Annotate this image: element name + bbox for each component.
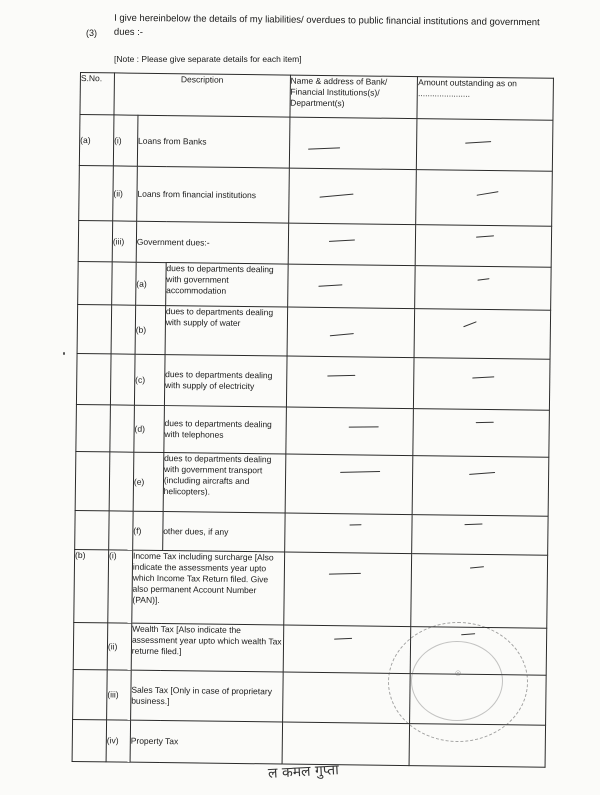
row-sno [73,669,108,719]
row-description: Loans from financial institutions [137,166,289,223]
name-entry [285,454,413,515]
row-description: Wealth Tax [Also indicate the assessment year upto which wealth Tax returne filed.] [131,623,283,672]
row-roman: (iii) [107,670,132,720]
row-description: Loans from Banks [137,115,289,168]
table-row [79,115,553,172]
name-entry [284,513,412,554]
dash-mark [349,524,361,525]
row-roman: (i) [113,115,138,166]
dash-mark [478,278,490,281]
row-roman [109,511,133,550]
amount-entry [415,225,551,268]
dash-mark [469,472,495,475]
amount-entry [416,170,552,227]
row-roman [110,405,135,452]
amount-entry [412,456,548,517]
dash-mark [465,523,483,525]
dash-mark [329,333,353,336]
table-row [78,220,551,267]
amount-entry [415,266,551,311]
header-name-address: Name & address of Bank/ Financial Institutions(s)/ Department(s) [290,75,418,119]
dash-mark [476,235,494,237]
row-roman [109,452,134,511]
name-entry [289,117,417,170]
row-description: Property Tax [130,720,282,764]
dash-mark [348,426,378,427]
row-roman [110,354,135,405]
row-description: Income Tax including surcharge [Also indicate the assessments year upto which Income Tax Return filed. Give also permanent Account Number (PAN)]. [132,550,285,625]
row-roman: (ii) [113,166,138,221]
name-entry [288,223,416,266]
dash-mark [319,194,353,198]
header-description: Description [114,73,290,117]
name-entry [288,168,416,225]
row-roman: (iii) [112,221,136,262]
row-sno [78,261,112,304]
signature: ल कमल गुप्ता [267,762,340,782]
dash-mark [327,375,355,377]
row-description: dues to departments dealing with government accommodation [165,263,287,307]
header-amount: Amount outstanding as on ...................... [417,77,553,121]
row-description: Government dues:- [136,221,288,264]
name-entry [283,552,412,627]
scan-speck [63,352,65,355]
row-description: dues to departments dealing with telephones [164,406,286,454]
dash-mark [473,376,495,378]
section-note: [Note : Please give separate details for each item] [114,54,302,64]
row-roman: (iv) [106,720,130,762]
row-roman [112,262,136,305]
dash-mark [470,566,484,568]
table-row [77,304,551,359]
name-entry [287,264,415,309]
dash-mark [308,147,340,149]
row-sno: (a) [79,115,114,166]
row-letter: (e) [133,452,164,511]
row-letter: (f) [133,511,163,550]
dash-mark [340,471,380,473]
dash-mark [465,141,491,143]
row-description: dues to departments dealing with supply of water [165,306,287,356]
seal-impression: ◎ [454,670,462,677]
row-roman: (i) [108,550,133,623]
row-letter: (c) [134,354,165,405]
name-entry [287,307,415,358]
dash-mark [328,573,360,575]
row-sno [73,622,108,669]
name-entry [286,356,414,409]
table-header-row [80,73,553,121]
row-description: dues to departments dealing with government transport (including aircrafts and helicopters). [163,453,285,513]
amount-entry [414,358,550,411]
row-sno [72,719,106,761]
row-letter: (a) [136,262,166,305]
dash-mark [464,321,477,327]
dash-mark [334,638,352,640]
header-sno: S.No. [80,73,114,115]
section-heading: I give hereinbelow the details of my liabilities/ overdues to public financial institutions and government dues :- [113,12,540,39]
table-row [76,353,550,410]
dash-mark [329,239,355,241]
amount-entry [413,409,549,458]
row-sno [76,353,111,404]
name-entry [282,722,410,766]
row-sno [75,451,110,510]
row-description: Sales Tax [Only in case of proprietary business.] [130,670,282,722]
row-letter: (d) [134,405,164,452]
amount-entry [414,309,550,360]
row-sno [79,165,114,220]
name-entry [285,407,413,456]
table-row [75,451,549,516]
amount-entry [411,554,548,629]
row-description: other dues, if any [162,512,284,552]
dash-mark [477,191,499,196]
table-row [75,510,548,555]
amount-entry [417,119,553,172]
amount-entry [412,515,548,556]
row-sno: (b) [74,549,109,622]
dash-mark [476,422,494,423]
dash-mark [318,284,342,286]
table-row [78,261,551,310]
table-row [79,165,553,226]
row-sno [77,304,112,353]
row-roman: (ii) [107,623,132,670]
row-description: dues to departments dealing with supply of electricity [164,355,286,407]
row-letter: (b) [135,305,166,354]
section-number: (3) [86,28,97,38]
row-sno [78,220,112,261]
table-row [76,404,550,457]
official-seal [388,622,528,742]
row-sno [76,404,111,451]
row-sno [75,510,109,549]
row-roman [111,305,136,354]
table-row [74,549,548,628]
